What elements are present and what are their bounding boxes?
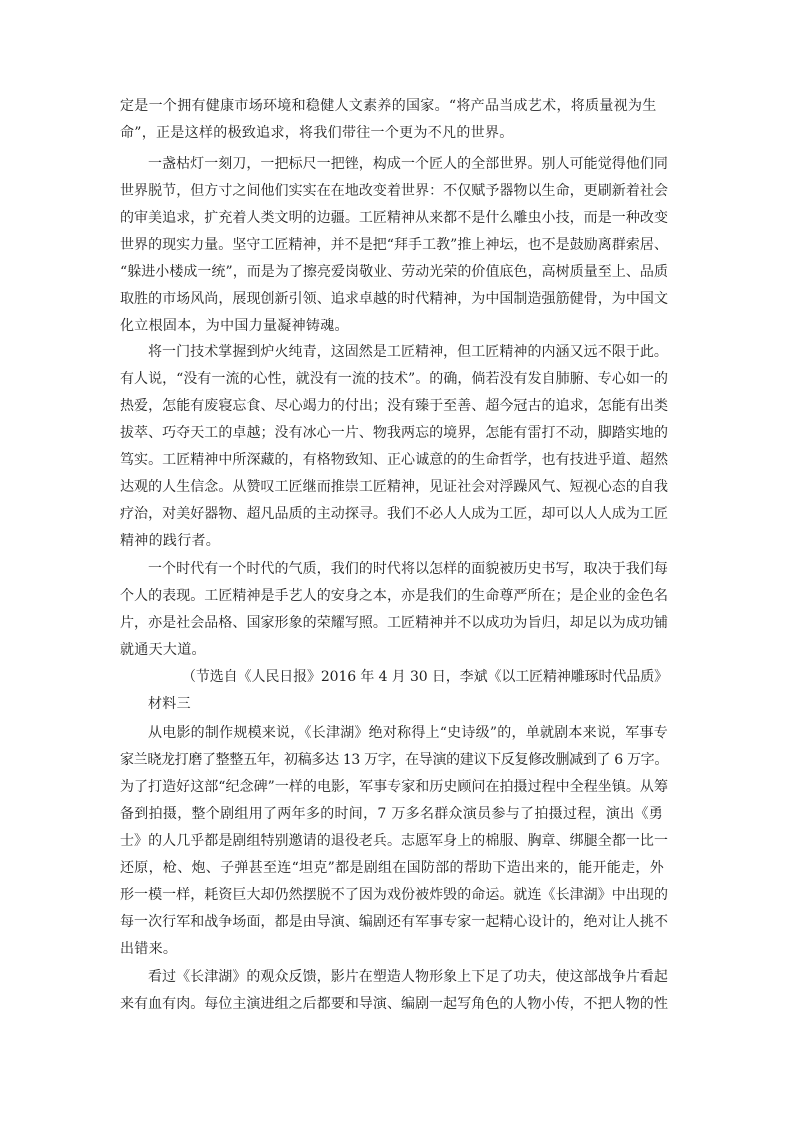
text-line: 的审美追求，扩充着人类文明的边疆。工匠精神从来都不是什么雕虫小技，而是一种改变 <box>120 210 668 226</box>
text-line: 定是一个拥有健康市场环境和稳健人文素养的国家。“将产品当成艺术，将质量视为生 <box>120 98 657 114</box>
text-line: 士》的人几乎都是剧组特别邀请的退役老兵。志愿军身上的棉服、胸章、绑腿全都一比一 <box>120 833 668 849</box>
text-line: 个人的表现。工匠精神是手艺人的安身之本，亦是我们的生命尊严所在；是企业的金色名 <box>120 588 668 604</box>
text-line: 命”，正是这样的极致追求，将我们带往一个更为不凡的世界。 <box>120 125 514 141</box>
source-citation: （节选自《人民日报》2016 年 4 月 30 日，李斌《以工匠精神雕琢时代品质》 <box>182 669 668 685</box>
section-heading: 材料三 <box>148 696 191 712</box>
text-line: “躲进小楼成一统”，而是为了擦亮爱岗敬业、劳动光荣的价值底色，高树质量至上、品质 <box>120 264 668 280</box>
text-line: 一盏枯灯一刻刀，一把标尺一把锉，构成一个匠人的全部世界。别人可能觉得他们同 <box>148 156 668 172</box>
text-line: 从电影的制作规模来说，《长津湖》绝对称得上“史诗级”的，单就剧本来说，军事专 <box>148 725 668 741</box>
text-line: 一个时代有一个时代的气质，我们的时代将以怎样的面貌被历史书写，取决于我们每 <box>148 561 668 577</box>
text-line: 为了打造好这部“纪念碑”一样的电影，军事专家和历史顾问在拍摄过程中全程坐镇。从筹 <box>120 779 668 795</box>
text-line: 世界的现实力量。坚守工匠精神，并不是把“拜手工教”推上神坛，也不是鼓励离群索居、 <box>120 237 668 253</box>
text-line: 出错来。 <box>120 941 178 957</box>
text-line: 热爱，怎能有废寝忘食、尽心竭力的付出；没有臻于至善、超今冠古的追求，怎能有出类 <box>120 398 668 414</box>
text-line: 看过《长津湖》的观众反馈，影片在塑造人物形象上下足了功夫，使这部战争片看起 <box>148 969 668 985</box>
text-line: 取胜的市场风尚，展现创新引领、追求卓越的时代精神，为中国制造强筋健骨，为中国文 <box>120 291 668 307</box>
text-line: 备到拍摄，整个剧组用了两年多的时间，7 万多名群众演员参与了拍摄过程，演出《勇 <box>120 806 664 822</box>
text-line: 片，亦是社会品格、国家形象的荣耀写照。工匠精神并不以成功为旨归，却足以为成功铺 <box>120 615 668 631</box>
text-line: 还原，枪、炮、子弹甚至连“坦克”都是剧组在国防部的帮助下造出来的，能开能走，外 <box>120 860 665 876</box>
text-line: 化立根固本，为中国力量凝神铸魂。 <box>120 318 349 334</box>
text-line: 拔萃、巧夺天工的卓越；没有冰心一片、物我两忘的境界，怎能有雷打不动，脚踏实地的 <box>120 425 668 441</box>
text-line: 每一次行军和战争场面，都是由导演、编剧还有军事专家一起精心设计的，绝对让人挑不 <box>120 914 668 930</box>
text-line: 达观的人生信念。从赞叹工匠继而推崇工匠精神，见证社会对浮躁风气、短视心态的自我 <box>120 479 668 495</box>
text-line: 家兰晓龙打磨了整整五年，初稿多达 13 万字，在导演的建议下反复修改删减到了 6 万字。 <box>120 752 668 768</box>
text-line: 精神的践行者。 <box>120 533 221 549</box>
text-line: 疗治，对美好器物、超凡品质的主动探寻。我们不必人人成为工匠，却可以人人成为工匠 <box>120 506 668 522</box>
text-line: 形一模一样，耗资巨大却仍然摆脱不了因为戏份被炸毁的命运。就连《长津湖》中出现的 <box>120 887 668 903</box>
text-line: 来有血有肉。每位主演进组之后都要和导演、编剧一起写角色的人物小传，不把人物的性 <box>120 996 668 1012</box>
text-line: 就通天大道。 <box>120 642 206 658</box>
text-line: 有人说，“没有一流的心性，就没有一流的技术”。的确，倘若没有发自肺腑、专心如一的 <box>120 371 668 387</box>
text-line: 笃实。工匠精神中所深藏的，有格物致知、正心诚意的的生命哲学，也有技进乎道、超然 <box>120 452 668 468</box>
text-line: 世界脱节，但方寸之间他们实实在在地改变着世界：不仅赋予器物以生命，更刷新着社会 <box>120 183 668 199</box>
text-line: 将一门技术掌握到炉火纯青，这固然是工匠精神，但工匠精神的内涵又远不限于此。 <box>148 344 668 360</box>
